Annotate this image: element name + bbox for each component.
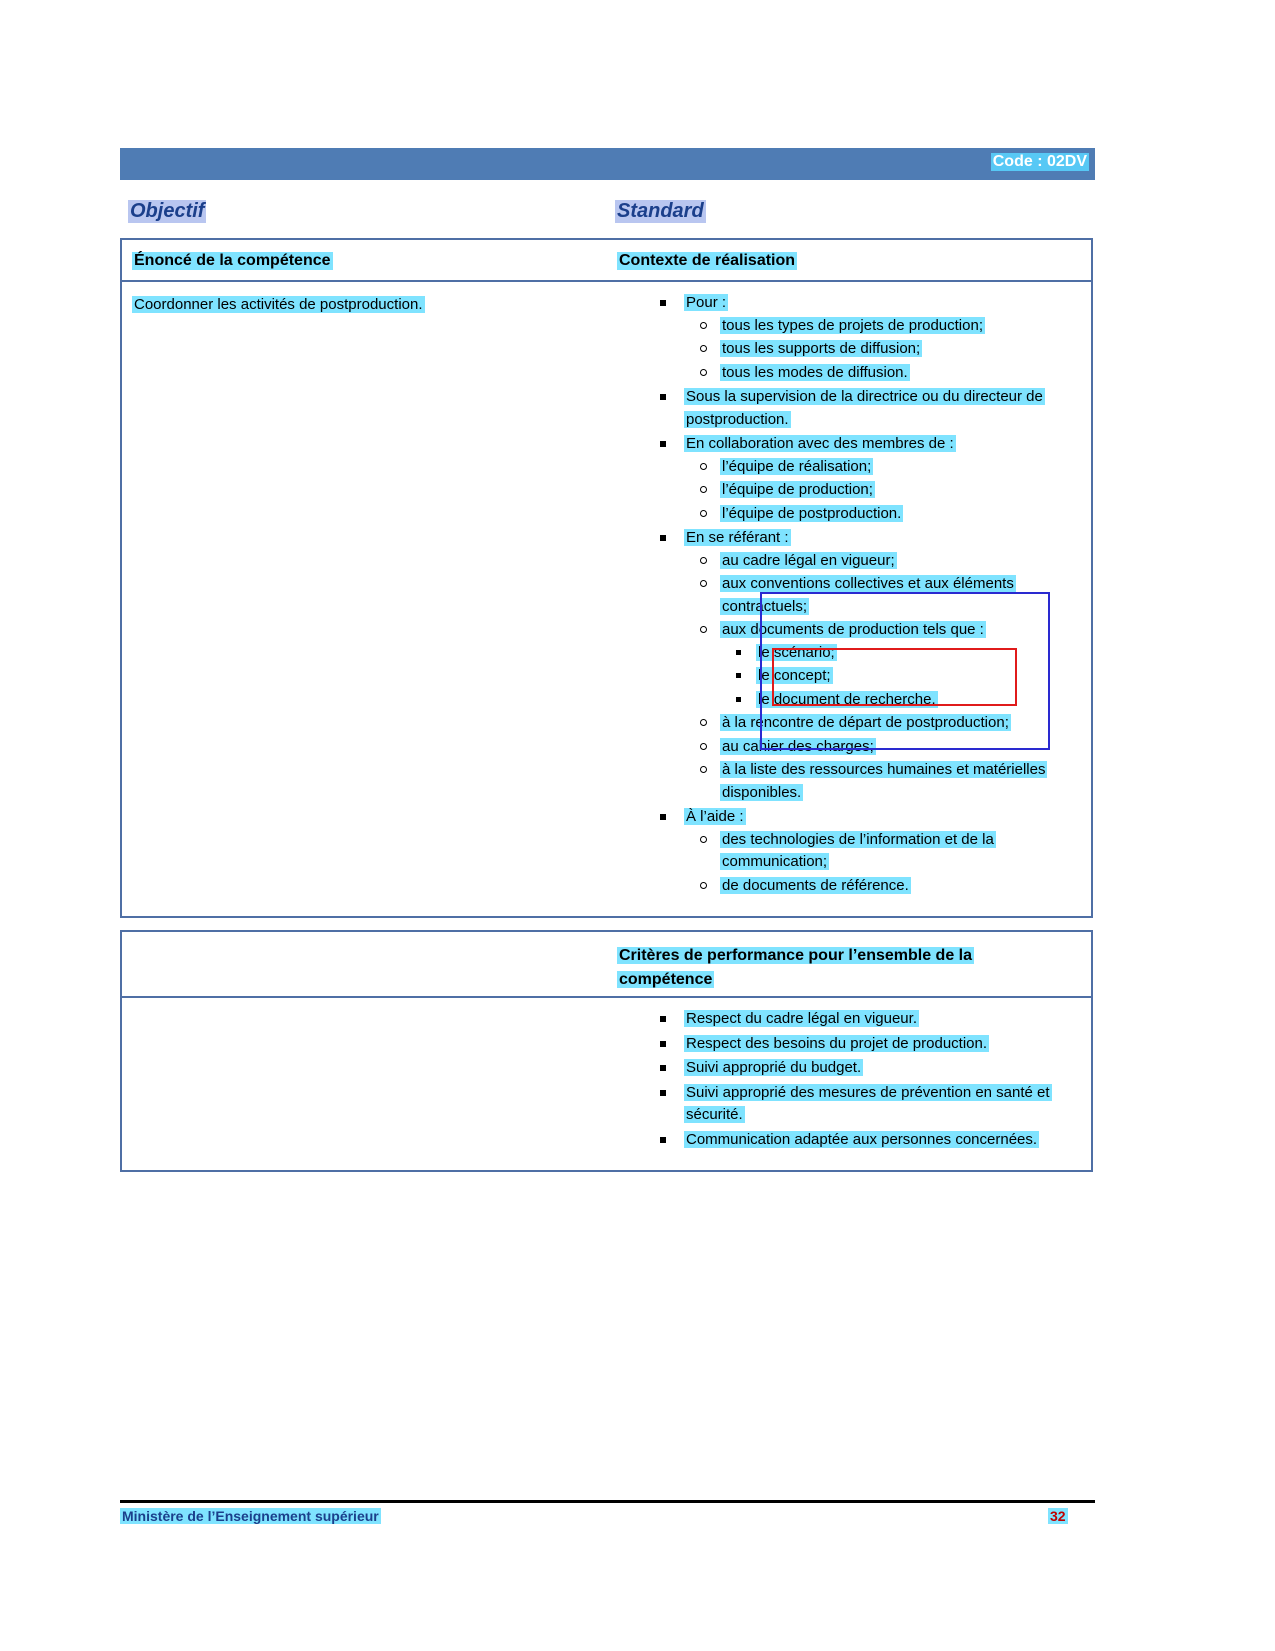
list-item-label: des technologies de l’information et de la communication;: [722, 830, 994, 870]
context-list: [642, 292, 1082, 897]
list-item-label: aux conventions collectives et aux éléments contractuels;: [722, 575, 1014, 615]
list-item: [684, 456, 1082, 479]
list-item-label: l’équipe de production;: [722, 481, 873, 498]
bullet-circle-icon: [700, 836, 707, 843]
list-item: [642, 433, 1082, 525]
list-item: [684, 712, 1082, 735]
bullet-square-icon: [660, 394, 666, 400]
competency-statement-header: Énoncé de la compétence: [134, 252, 331, 269]
list-item-label: le concept;: [758, 667, 831, 684]
list-item-label: En collaboration avec des membres de :: [686, 435, 954, 452]
header-code-label: Code : 02DV: [992, 153, 1087, 170]
bullet-square-icon: [660, 1065, 666, 1071]
bullet-square-icon: [660, 814, 666, 820]
list-item: [720, 642, 1082, 665]
list-item-label: le document de recherche.: [758, 690, 936, 708]
bullet-square-icon: [660, 1041, 666, 1047]
list-item-label: Respect du cadre légal en vigueur.: [686, 1010, 917, 1027]
competency-table: [120, 238, 1093, 918]
list-item: [642, 527, 1082, 804]
footer-ministry-label: Ministère de l’Enseignement supérieur: [122, 1508, 379, 1524]
standard-title: Standard: [617, 200, 704, 222]
list-item: [684, 736, 1082, 759]
list-item: [684, 503, 1082, 526]
list-item: [684, 362, 1082, 385]
bullet-square-icon: [660, 1090, 666, 1096]
performance-criteria-title: [617, 944, 1067, 992]
performance-criteria-title-text: Critères de performance pour l’ensemble de la compétence: [619, 947, 973, 988]
page-number: 32: [1050, 1508, 1066, 1524]
list-item-label: À l’aide :: [686, 808, 744, 825]
bullet-square-icon: [660, 535, 666, 541]
list-item-label: Sous la supervision de la directrice ou du directeur de postproduction.: [686, 388, 1043, 428]
performance-criteria-header-row: [122, 932, 1091, 998]
bullet-circle-icon: [700, 719, 707, 726]
list-item-label: tous les types de projets de production;: [722, 316, 983, 334]
list-item-label: En se référant :: [686, 529, 789, 546]
performance-criteria-cell: [642, 1008, 1082, 1153]
list-item: [684, 479, 1082, 502]
list-item-label: de documents de référence.: [722, 876, 909, 894]
bullet-circle-icon: [700, 463, 707, 470]
bullet-circle-icon: [700, 510, 707, 517]
list-item: [684, 338, 1082, 361]
bullet-square-icon: [736, 673, 741, 678]
bullet-square-icon: [660, 300, 666, 306]
list-item-label: l’équipe de réalisation;: [722, 457, 872, 475]
list-item: [642, 292, 1082, 384]
bullet-circle-icon: [700, 486, 707, 493]
context-sublist: [684, 315, 1082, 385]
list-item: [720, 689, 1082, 712]
objectif-standard-row: [120, 198, 1095, 230]
bullet-circle-icon: [700, 369, 707, 376]
performance-criteria-table: [120, 930, 1093, 1172]
competency-statement-text: Coordonner les activités de postproduction.: [134, 296, 423, 313]
list-item-label: Suivi approprié des mesures de prévention en santé et sécurité.: [686, 1083, 1050, 1123]
list-item-label: le scénario;: [758, 643, 835, 661]
context-sublist: [684, 456, 1082, 526]
list-item-label: Suivi approprié du budget.: [686, 1059, 862, 1076]
bullet-circle-icon: [700, 743, 707, 750]
list-item: [684, 829, 1082, 874]
bullet-circle-icon: [700, 882, 707, 889]
list-item-label: Respect des besoins du projet de production.: [686, 1034, 988, 1052]
list-item-label: au cahier des charges;: [722, 737, 874, 755]
header-bar: [120, 148, 1095, 180]
list-item: [684, 550, 1082, 573]
list-item-label: au cadre légal en vigueur;: [722, 551, 895, 569]
list-item-label: Pour :: [686, 294, 727, 311]
bullet-circle-icon: [700, 557, 707, 564]
documents-sublist: [720, 642, 1082, 712]
list-item-label: l’équipe de postproduction.: [722, 504, 902, 522]
bullet-circle-icon: [700, 766, 707, 773]
competency-table-header-row: [122, 240, 1091, 282]
list-item-label: tous les modes de diffusion.: [722, 363, 908, 381]
list-item-label: aux documents de production tels que :: [722, 621, 984, 638]
list-item: [642, 1033, 1082, 1056]
list-item: [642, 806, 1082, 897]
realization-context-cell: [642, 292, 1082, 899]
list-item: [684, 759, 1082, 804]
list-item: [642, 1129, 1082, 1152]
bullet-circle-icon: [700, 626, 707, 633]
list-item: [642, 1082, 1082, 1127]
realization-context-header: Contexte de réalisation: [619, 252, 796, 269]
list-item: [642, 1008, 1082, 1031]
list-item: [684, 573, 1082, 618]
criteria-list: [642, 1008, 1082, 1151]
list-item: [684, 315, 1082, 338]
bullet-square-icon: [660, 1137, 666, 1143]
bullet-square-icon: [660, 441, 666, 447]
list-item: [642, 386, 1082, 431]
list-item: [720, 665, 1082, 688]
bullet-circle-icon: [700, 322, 707, 329]
bullet-square-icon: [736, 697, 741, 702]
context-sublist: [684, 550, 1082, 805]
list-item: [642, 1057, 1082, 1080]
bullet-circle-icon: [700, 345, 707, 352]
competency-statement-cell: [132, 296, 592, 314]
list-item-label: à la liste des ressources humaines et matérielles disponibles.: [722, 761, 1046, 801]
bullet-circle-icon: [700, 580, 707, 587]
objectif-title: Objectif: [130, 200, 205, 222]
list-item: [684, 875, 1082, 898]
list-item-label: tous les supports de diffusion;: [722, 340, 921, 357]
context-sublist: [684, 829, 1082, 898]
list-item: [684, 619, 1082, 711]
list-item-label: à la rencontre de départ de postproduction;: [722, 714, 1009, 731]
bullet-square-icon: [736, 650, 741, 655]
list-item-label: Communication adaptée aux personnes concernées.: [686, 1130, 1038, 1148]
footer-divider: [120, 1500, 1095, 1503]
bullet-square-icon: [660, 1016, 666, 1022]
